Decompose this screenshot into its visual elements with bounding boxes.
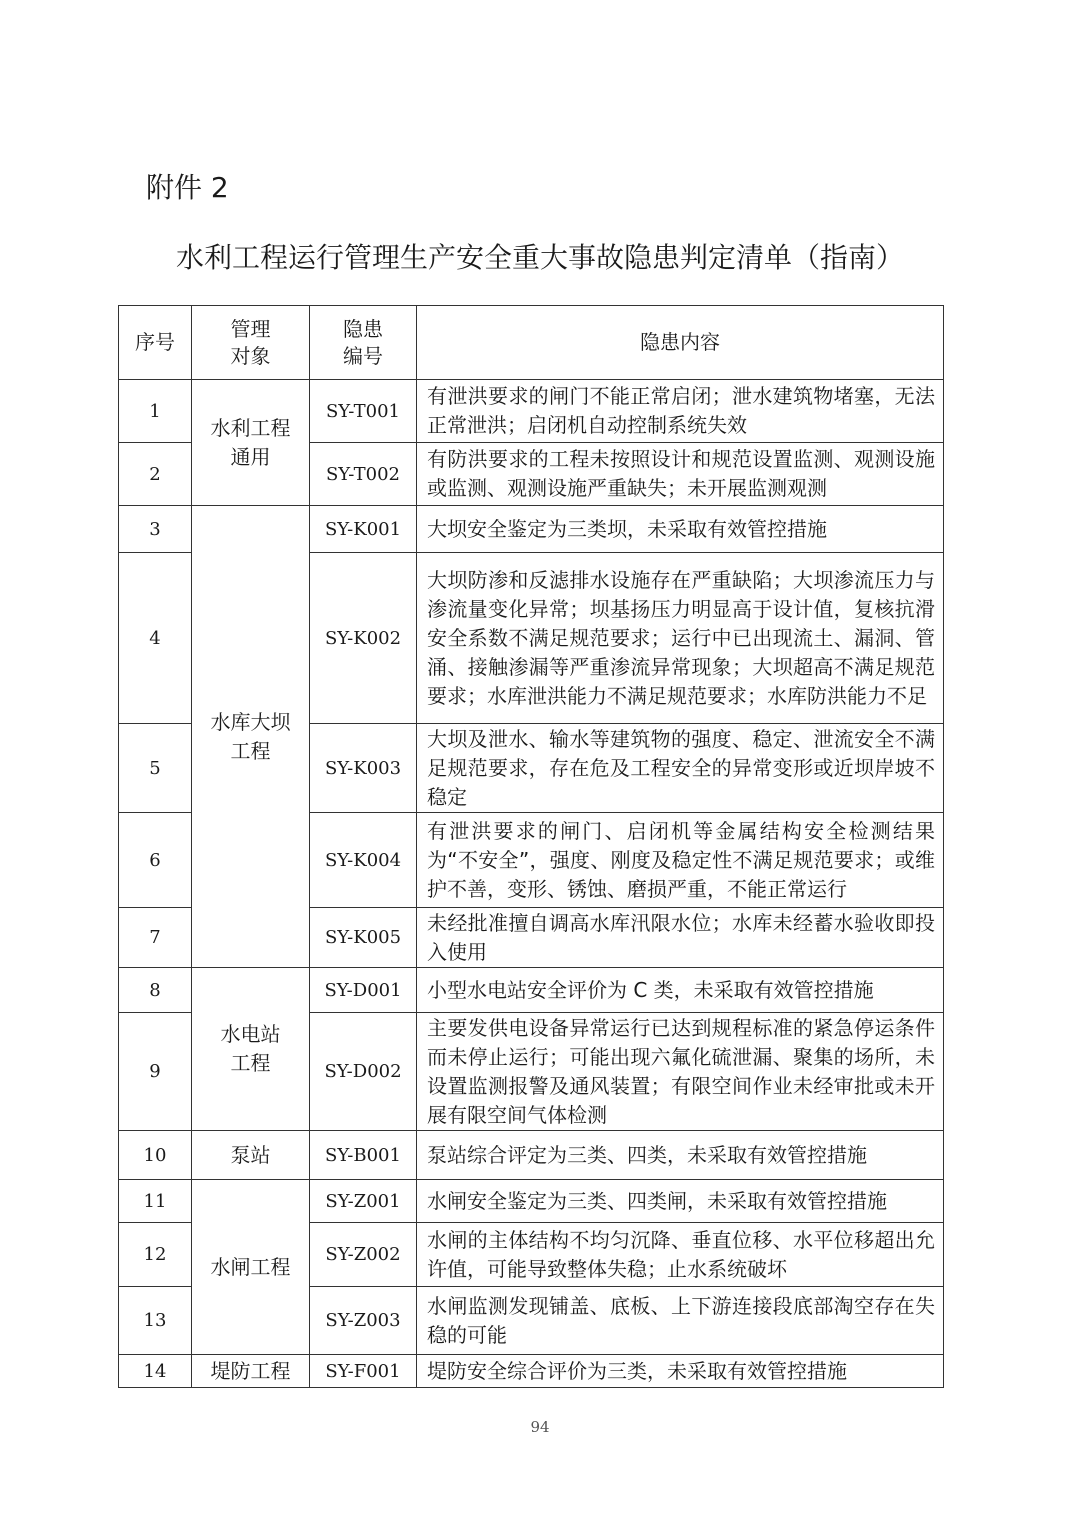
row-object: 水电站 工程 (192, 968, 310, 1131)
row-object: 泵站 (192, 1131, 310, 1180)
row-code: SY-B001 (310, 1131, 417, 1180)
column-header-code: 隐患 编号 (310, 306, 417, 380)
row-content: 泵站综合评定为三类、四类，未采取有效管控措施 (417, 1131, 944, 1180)
row-content: 有防洪要求的工程未按照设计和规范设置监测、观测设施或监测、观测设施严重缺失；未开展监测观测 (417, 443, 944, 506)
row-seq: 11 (119, 1180, 192, 1223)
row-seq: 9 (119, 1013, 192, 1131)
column-header-seq: 序号 (119, 306, 192, 380)
row-content: 有泄洪要求的闸门、启闭机等金属结构安全检测结果为“不安全”，强度、刚度及稳定性不满足规范要求；或维护不善，变形、锈蚀、磨损严重，不能正常运行 (417, 813, 944, 908)
row-code: SY-D002 (310, 1013, 417, 1131)
row-code: SY-Z002 (310, 1223, 417, 1287)
row-seq: 1 (119, 380, 192, 443)
row-object: 水库大坝 工程 (192, 506, 310, 968)
row-object: 水利工程 通用 (192, 380, 310, 506)
table-row (119, 968, 944, 1013)
table-row (119, 1355, 944, 1388)
row-content: 大坝防渗和反滤排水设施存在严重缺陷；大坝渗流压力与渗流量变化异常；坝基扬压力明显高于设计值，复核抗滑安全系数不满足规范要求；运行中已出现流土、漏洞、管涌、接触渗漏等严重渗流异常现象；大坝超高不满足规范要求；水库泄洪能力不满足规范要求；水库防洪能力不足 (417, 553, 944, 724)
row-content: 堤防安全综合评价为三类，未采取有效管控措施 (417, 1355, 944, 1388)
row-seq: 7 (119, 908, 192, 968)
table-header-row (119, 306, 944, 380)
row-object: 堤防工程 (192, 1355, 310, 1388)
row-content: 主要发供电设备异常运行已达到规程标准的紧急停运条件而未停止运行；可能出现六氟化硫泄漏、聚集的场所，未设置监测报警及通风装置；有限空间作业未经审批或未开展有限空间气体检测 (417, 1013, 944, 1131)
row-seq: 4 (119, 553, 192, 724)
row-content: 大坝安全鉴定为三类坝，未采取有效管控措施 (417, 506, 944, 553)
row-code: SY-K003 (310, 724, 417, 813)
row-content: 大坝及泄水、输水等建筑物的强度、稳定、泄流安全不满足规范要求，存在危及工程安全的异常变形或近坝岸坡不稳定 (417, 724, 944, 813)
row-seq: 13 (119, 1287, 192, 1355)
hazard-table (118, 305, 944, 1388)
row-code: SY-K004 (310, 813, 417, 908)
column-header-content: 隐患内容 (417, 306, 944, 380)
table-row (119, 506, 944, 553)
row-code: SY-Z001 (310, 1180, 417, 1223)
table-row (119, 1131, 944, 1180)
row-content: 有泄洪要求的闸门不能正常启闭；泄水建筑物堵塞，无法正常泄洪；启闭机自动控制系统失效 (417, 380, 944, 443)
row-content: 水闸安全鉴定为三类、四类闸，未采取有效管控措施 (417, 1180, 944, 1223)
table-row (119, 380, 944, 443)
row-code: SY-T002 (310, 443, 417, 506)
row-seq: 5 (119, 724, 192, 813)
row-code: SY-K005 (310, 908, 417, 968)
table-row (119, 1180, 944, 1223)
row-object: 水闸工程 (192, 1180, 310, 1355)
row-seq: 14 (119, 1355, 192, 1388)
row-seq: 6 (119, 813, 192, 908)
row-code: SY-F001 (310, 1355, 417, 1388)
row-content: 水闸的主体结构不均匀沉降、垂直位移、水平位移超出允许值，可能导致整体失稳；止水系统破坏 (417, 1223, 944, 1287)
row-seq: 3 (119, 506, 192, 553)
row-seq: 10 (119, 1131, 192, 1180)
row-content: 水闸监测发现铺盖、底板、上下游连接段底部淘空存在失稳的可能 (417, 1287, 944, 1355)
row-code: SY-K001 (310, 506, 417, 553)
row-code: SY-D001 (310, 968, 417, 1013)
row-content: 小型水电站安全评价为 C 类，未采取有效管控措施 (417, 968, 944, 1013)
row-seq: 8 (119, 968, 192, 1013)
column-header-object: 管理 对象 (192, 306, 310, 380)
row-code: SY-K002 (310, 553, 417, 724)
row-content: 未经批准擅自调高水库汛限水位；水库未经蓄水验收即投入使用 (417, 908, 944, 968)
page-number: 94 (530, 1418, 550, 1436)
row-code: SY-T001 (310, 380, 417, 443)
attachment-label: 附件 2 (146, 171, 229, 204)
row-code: SY-Z003 (310, 1287, 417, 1355)
document-title: 水利工程运行管理生产安全重大事故隐患判定清单（指南） (175, 241, 904, 274)
row-seq: 2 (119, 443, 192, 506)
row-seq: 12 (119, 1223, 192, 1287)
